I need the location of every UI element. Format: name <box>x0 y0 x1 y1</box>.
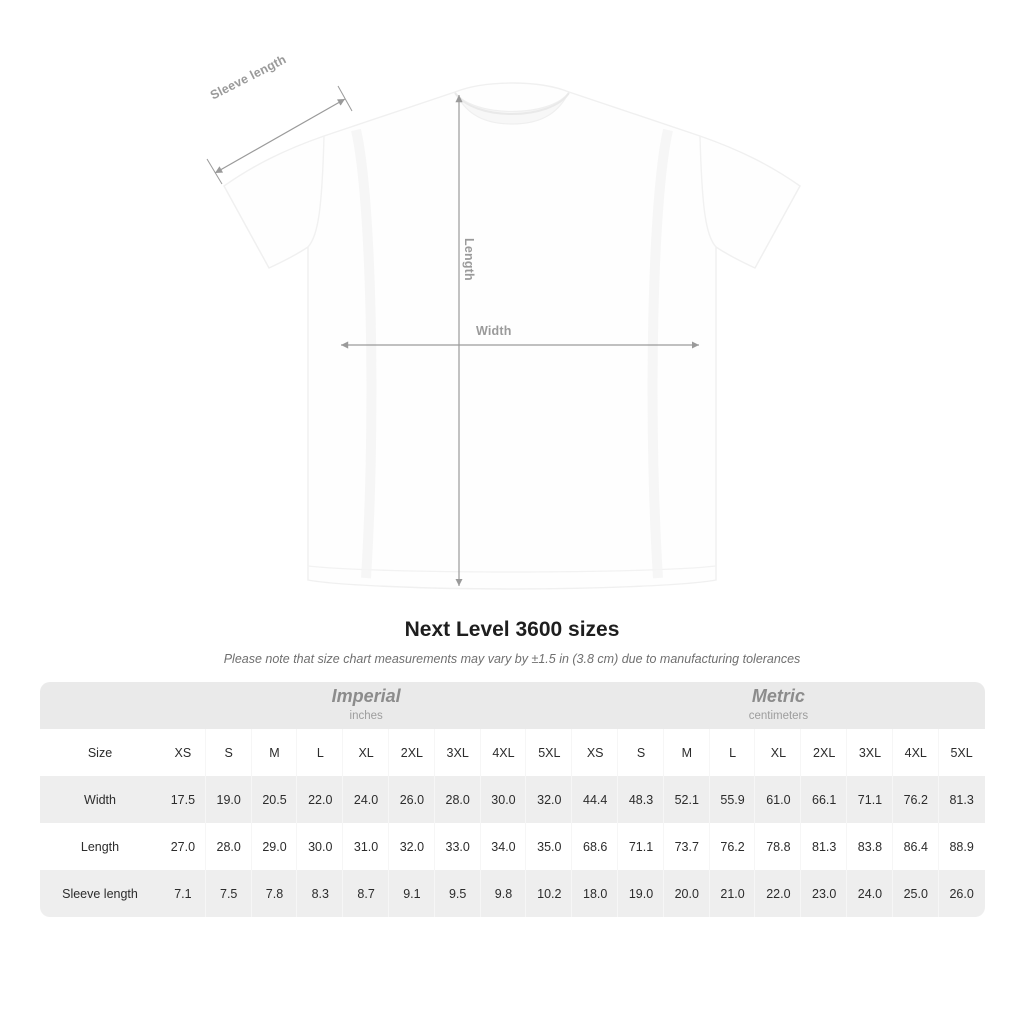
cell-width-metric-s: 48.3 <box>618 776 664 823</box>
column-header-imperial-2xl: 2XL <box>389 729 435 776</box>
cell-sleeve-metric-4xl: 25.0 <box>893 870 939 917</box>
column-header-metric-l: L <box>710 729 756 776</box>
cell-sleeve-imperial-3xl: 9.5 <box>435 870 481 917</box>
cell-length-imperial-m: 29.0 <box>252 823 298 870</box>
cell-length-metric-xl: 78.8 <box>755 823 801 870</box>
imperial-name: Imperial <box>331 685 401 706</box>
column-header-imperial-xl: XL <box>343 729 389 776</box>
cell-sleeve-metric-2xl: 23.0 <box>801 870 847 917</box>
cell-width-metric-xs: 44.4 <box>572 776 618 823</box>
title-block <box>0 618 1024 666</box>
column-header-metric-5xl: 5XL <box>939 729 985 776</box>
cell-width-metric-l: 55.9 <box>710 776 756 823</box>
size-header-row <box>40 729 985 776</box>
cell-length-imperial-xl: 31.0 <box>343 823 389 870</box>
cell-sleeve-metric-l: 21.0 <box>710 870 756 917</box>
cell-length-metric-xs: 68.6 <box>572 823 618 870</box>
cell-width-imperial-m: 20.5 <box>252 776 298 823</box>
column-header-imperial-4xl: 4XL <box>481 729 527 776</box>
cell-length-imperial-xs: 27.0 <box>160 823 206 870</box>
cell-sleeve-metric-m: 20.0 <box>664 870 710 917</box>
cell-length-imperial-4xl: 34.0 <box>481 823 527 870</box>
cell-width-imperial-3xl: 28.0 <box>435 776 481 823</box>
tshirt-shape <box>224 83 800 589</box>
cell-sleeve-metric-3xl: 24.0 <box>847 870 893 917</box>
column-header-metric-3xl: 3XL <box>847 729 893 776</box>
metric-sub: centimeters <box>748 709 809 722</box>
cell-width-metric-2xl: 66.1 <box>801 776 847 823</box>
sleeve-length-label: Sleeve length <box>208 52 289 103</box>
column-header-imperial-s: S <box>206 729 252 776</box>
table-row <box>40 870 985 917</box>
cell-width-metric-m: 52.1 <box>664 776 710 823</box>
cell-width-imperial-4xl: 30.0 <box>481 776 527 823</box>
cell-sleeve-imperial-2xl: 9.1 <box>389 870 435 917</box>
cell-width-imperial-l: 22.0 <box>297 776 343 823</box>
table-row <box>40 776 985 823</box>
cell-length-metric-s: 71.1 <box>618 823 664 870</box>
cell-length-metric-4xl: 86.4 <box>893 823 939 870</box>
cell-sleeve-imperial-xs: 7.1 <box>160 870 206 917</box>
size-table-wrapper <box>40 682 984 917</box>
cell-sleeve-imperial-5xl: 10.2 <box>526 870 572 917</box>
column-header-imperial-xs: XS <box>160 729 206 776</box>
cell-sleeve-metric-xl: 22.0 <box>755 870 801 917</box>
column-header-metric-xl: XL <box>755 729 801 776</box>
cell-length-imperial-l: 30.0 <box>297 823 343 870</box>
tolerance-note: Please note that size chart measurements may vary by ±1.5 in (3.8 cm) due to manufacturing tolerances <box>223 652 801 666</box>
row-label-width: Width <box>40 776 160 823</box>
column-header-metric-s: S <box>618 729 664 776</box>
column-header-imperial-3xl: 3XL <box>435 729 481 776</box>
column-header-size: Size <box>40 729 160 776</box>
cell-sleeve-imperial-xl: 8.7 <box>343 870 389 917</box>
cell-sleeve-imperial-l: 8.3 <box>297 870 343 917</box>
metric-unit-header <box>572 682 984 729</box>
cell-length-metric-3xl: 83.8 <box>847 823 893 870</box>
cell-width-imperial-s: 19.0 <box>206 776 252 823</box>
cell-width-imperial-5xl: 32.0 <box>526 776 572 823</box>
cell-width-imperial-2xl: 26.0 <box>389 776 435 823</box>
cell-width-metric-4xl: 76.2 <box>893 776 939 823</box>
cell-sleeve-metric-s: 19.0 <box>618 870 664 917</box>
unit-header-row <box>40 682 985 729</box>
cell-length-metric-2xl: 81.3 <box>801 823 847 870</box>
table-row <box>40 823 985 870</box>
cell-length-imperial-s: 28.0 <box>206 823 252 870</box>
column-header-imperial-m: M <box>252 729 298 776</box>
unit-spacer <box>40 682 160 729</box>
imperial-unit-header <box>160 682 572 729</box>
page-title: Next Level 3600 sizes <box>404 618 620 641</box>
cell-sleeve-imperial-4xl: 9.8 <box>481 870 527 917</box>
length-label: Length <box>462 238 476 281</box>
cell-width-metric-xl: 61.0 <box>755 776 801 823</box>
column-header-imperial-5xl: 5XL <box>526 729 572 776</box>
cell-length-metric-m: 73.7 <box>664 823 710 870</box>
cell-length-metric-5xl: 88.9 <box>939 823 985 870</box>
column-header-imperial-l: L <box>297 729 343 776</box>
cell-length-imperial-2xl: 32.0 <box>389 823 435 870</box>
cell-sleeve-metric-5xl: 26.0 <box>939 870 985 917</box>
row-label-length: Length <box>40 823 160 870</box>
cell-width-metric-3xl: 71.1 <box>847 776 893 823</box>
metric-name: Metric <box>751 685 805 706</box>
imperial-sub: inches <box>349 709 383 722</box>
cell-width-metric-5xl: 81.3 <box>939 776 985 823</box>
cell-length-imperial-5xl: 35.0 <box>526 823 572 870</box>
cell-width-imperial-xs: 17.5 <box>160 776 206 823</box>
row-label-sleeve-length: Sleeve length <box>40 870 160 917</box>
size-chart-table <box>40 682 985 917</box>
column-header-metric-xs: XS <box>572 729 618 776</box>
column-header-metric-m: M <box>664 729 710 776</box>
cell-length-imperial-3xl: 33.0 <box>435 823 481 870</box>
cell-length-metric-l: 76.2 <box>710 823 756 870</box>
width-label: Width <box>476 324 512 338</box>
column-header-metric-4xl: 4XL <box>893 729 939 776</box>
cell-sleeve-metric-xs: 18.0 <box>572 870 618 917</box>
cell-width-imperial-xl: 24.0 <box>343 776 389 823</box>
cell-sleeve-imperial-m: 7.8 <box>252 870 298 917</box>
column-header-metric-2xl: 2XL <box>801 729 847 776</box>
cell-sleeve-imperial-s: 7.5 <box>206 870 252 917</box>
